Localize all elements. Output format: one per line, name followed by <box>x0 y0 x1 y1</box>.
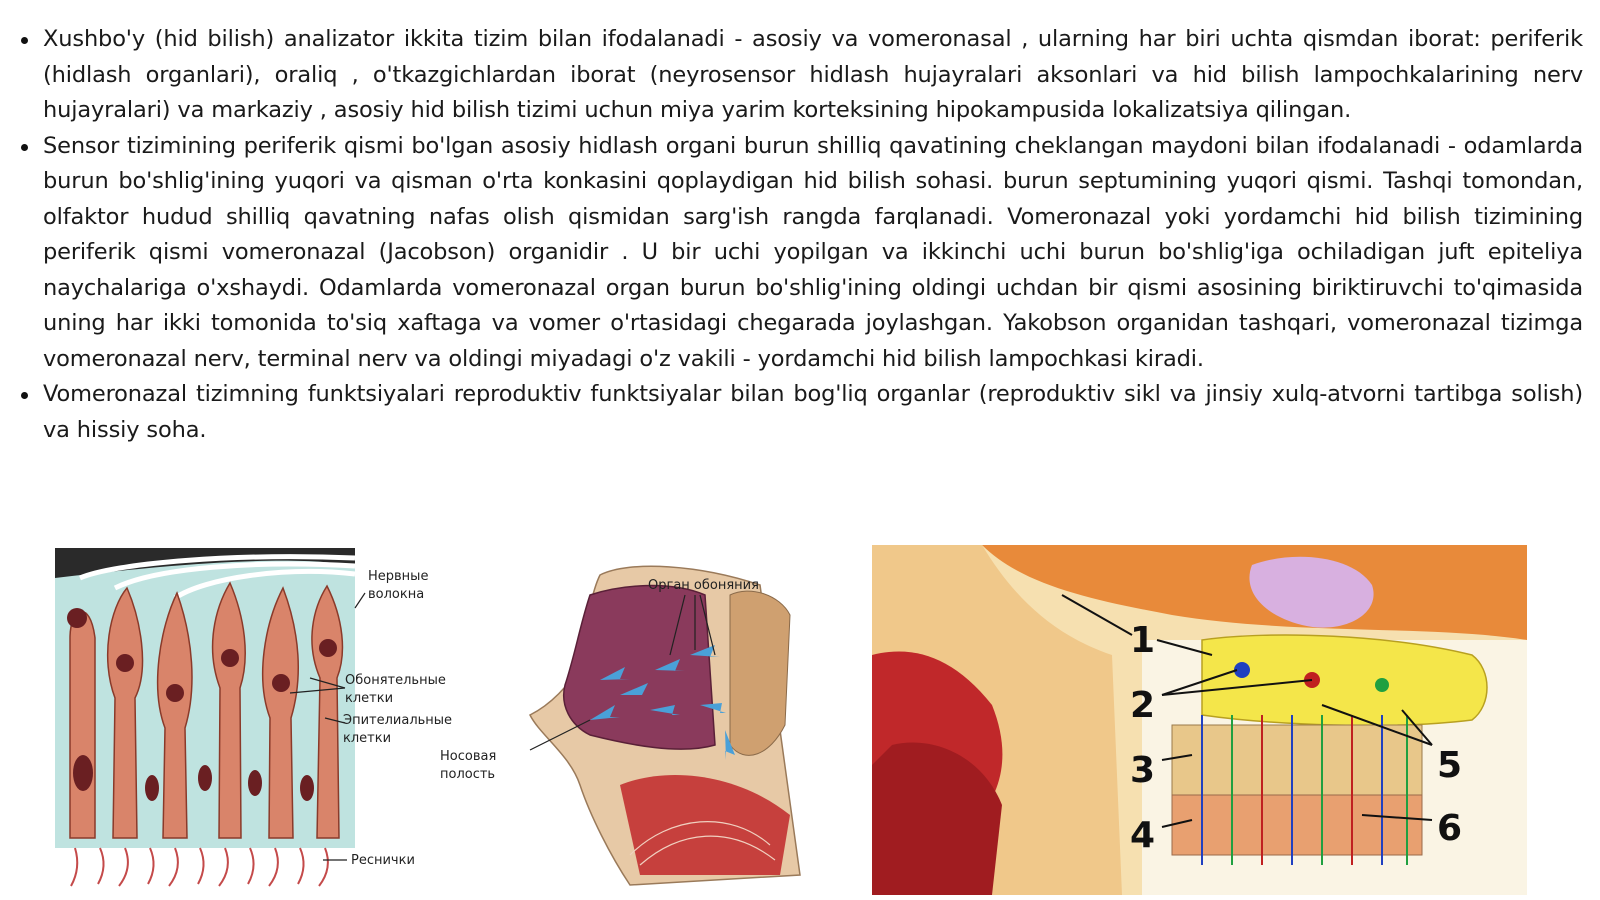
label-number-5: 5 <box>1437 745 1463 786</box>
label-epithelial-cells-line2: клетки <box>343 731 392 746</box>
label-nasal-cavity-line2: полость <box>440 767 496 782</box>
label-epithelial-cells: Эпителиальные <box>343 713 453 728</box>
bullet-text: Xushbo'y (hid bilish) analizator ikkita tizim bilan ifodalanadi - asosiy va vomeronasal , ularning har biri uchta qismdan iborat: periferik (hidlash organlari), oraliq , o'tkazgichlardan iborat (neyrosensor hidlash hujayralari aksonlari va hid bilish lampochkalarining nerv hujayralari) va markaziy , asosiy hid bilish tizimi uchun miya yarim korteksining hipokampusida lokalizatsiya qilingan. <box>43 26 1583 123</box>
olfactory-bulb-illustration <box>872 545 1527 895</box>
label-nasal-cavity: Носовая <box>440 749 497 764</box>
label-number-3: 3 <box>1130 750 1156 791</box>
label-nerve-fibers-line2: волокна <box>368 587 425 602</box>
label-olfactory-cells-line2: клетки <box>345 691 394 706</box>
olfactory-epithelium-illustration <box>55 548 485 893</box>
bullet-text: Vomeronazal tizimning funktsiyalari reproduktiv funktsiyalar bilan bog'liq organlar (reproduktiv sikl va jinsiy xulq-atvorni tartibga solish) va hissiy soha. <box>43 381 1583 443</box>
bullet-item <box>18 22 1583 129</box>
label-nerve-fibers: Нервные <box>368 569 429 584</box>
label-number-1: 1 <box>1130 620 1156 661</box>
label-number-4: 4 <box>1130 815 1156 856</box>
bullet-dot-icon <box>21 37 28 44</box>
label-number-6: 6 <box>1437 808 1463 849</box>
bullet-item <box>18 377 1583 448</box>
bullet-list <box>18 22 1583 448</box>
label-olfactory-organ: Орган обоняния <box>648 578 759 593</box>
label-number-2: 2 <box>1130 685 1156 726</box>
bullet-text: Sensor tizimining periferik qismi bo'lgan asosiy hidlash organi burun shilliq qavatining cheklangan maydoni bilan ifodalanadi - odamlarda burun bo'shlig'ining yuqori va qisman o'rta konkasini qoplaydigan hid bilish sohasi. burun septumining yuqori qismi. Tashqi tomondan, olfaktor hudud shilliq qavatning nafas olish qismidan sarg'ish rangda farqlanadi. Vomeronazal yoki yordamchi hid bilish tizimining periferik qismi vomeronazal (Jacobson) organidir . U bir uchi yopilgan va ikkinchi uchi burun bo'shlig'iga ochiladigan juft epiteliya naychalariga o'xshaydi. Odamlarda vomeronazal organ burun bo'shlig'ining oldingi uchdan bir qismi asosining biriktiruvchi to'qimasida uning har ikki tomonida to'siq xaftaga va vomer o'rtasidagi chegarada joylashgan. Yakobson organidan tashqari, vomeronazal tizimga vomeronazal nerv, terminal nerv va oldingi miyadagi o'z vakili - yordamchi hid bilish lampochkasi kiradi. <box>43 132 1583 372</box>
bullet-dot-icon <box>21 392 28 399</box>
label-cilia: Реснички <box>351 853 415 868</box>
nasal-cavity-illustration <box>440 555 830 890</box>
bullet-item <box>18 129 1583 378</box>
bullet-dot-icon <box>21 144 28 151</box>
label-olfactory-cells: Обонятельные <box>345 673 446 688</box>
